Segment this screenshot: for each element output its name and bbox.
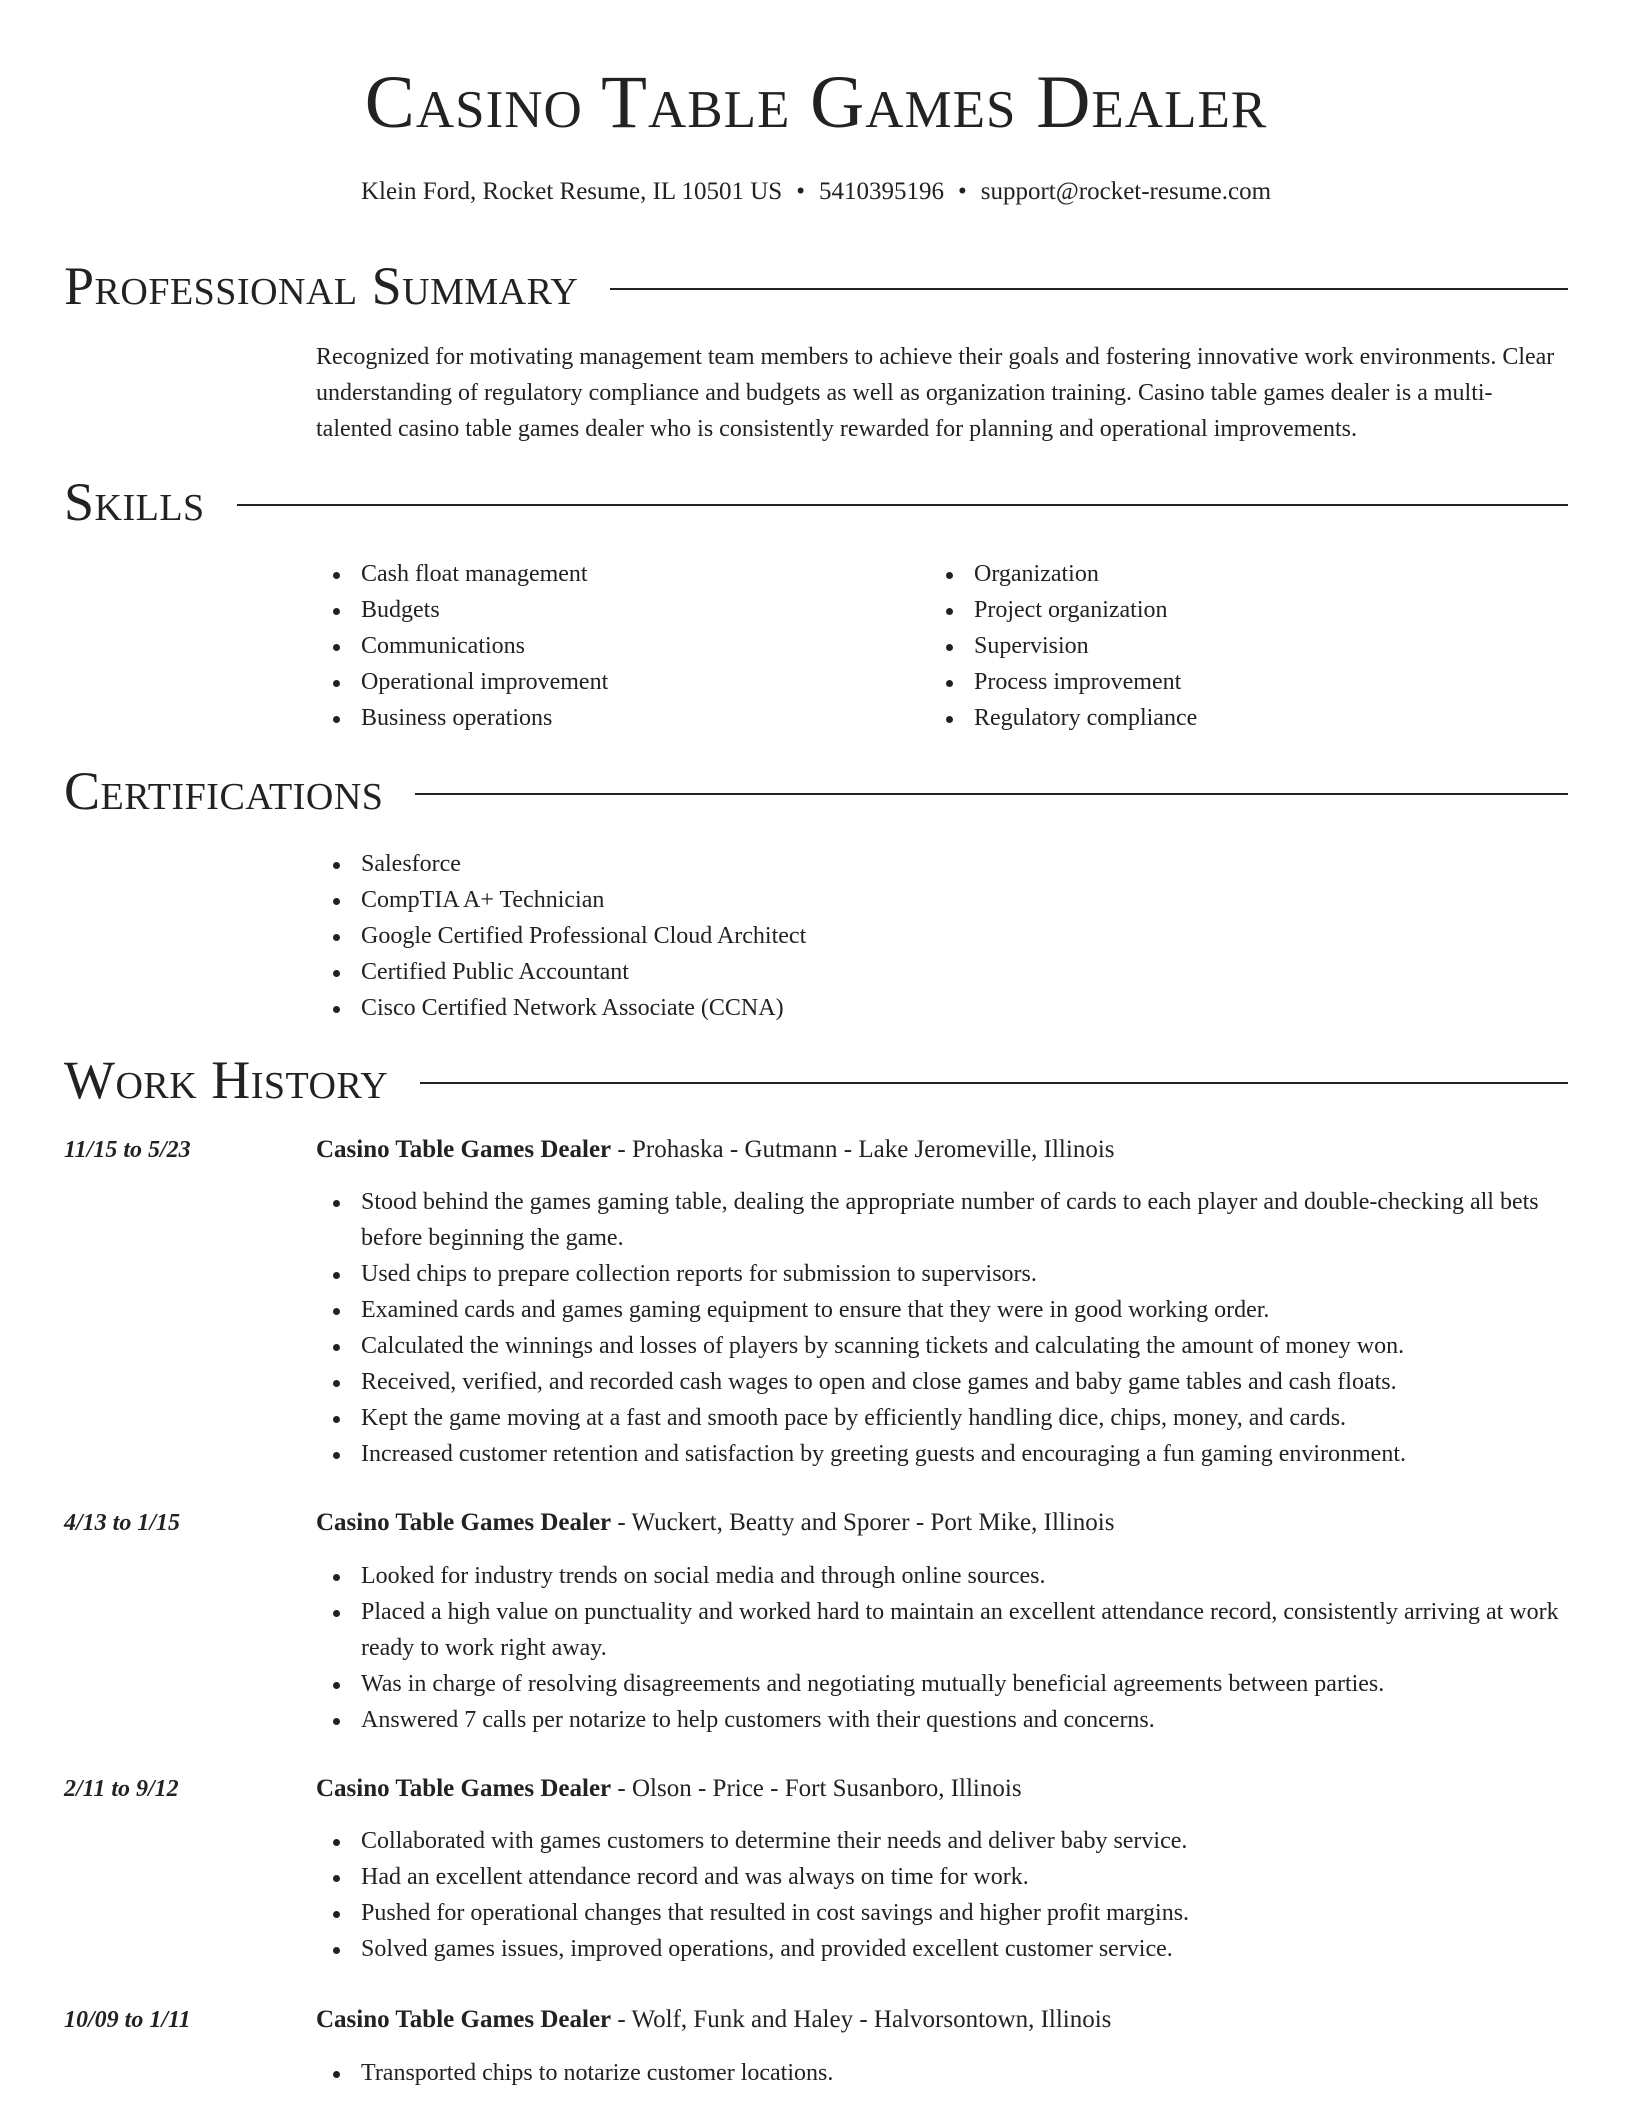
list-item: Regulatory compliance (929, 700, 1197, 736)
certifications-list (316, 846, 806, 1026)
section-divider (237, 504, 1568, 506)
contact-email: support@rocket-resume.com (980, 178, 1272, 205)
list-item: Solved games issues, improved operations, and provided excellent customer service. (316, 1931, 1568, 1967)
list-item: Used chips to prepare collection reports for submission to supervisors. (316, 1256, 1568, 1292)
section-header-skills (64, 470, 1568, 534)
job-heading (316, 1771, 1568, 1807)
list-item: Received, verified, and recorded cash wages to open and close games and baby game tables and cash floats. (316, 1364, 1568, 1400)
list-item: Budgets (316, 592, 608, 628)
job-bullets (316, 1184, 1568, 1472)
job-bullets (316, 2055, 1568, 2091)
contact-line (0, 175, 1632, 209)
job-heading (316, 1505, 1568, 1541)
list-item: Cash float management (316, 556, 608, 592)
list-item: Salesforce (316, 846, 806, 882)
list-item: Business operations (316, 700, 608, 736)
list-item: Was in charge of resolving disagreements and negotiating mutually beneficial agreements between parties. (316, 1666, 1568, 1702)
list-item: Transported chips to notarize customer locations. (316, 2055, 1568, 2091)
section-title-work-history: Work History (64, 1050, 389, 1110)
section-header-work-history (64, 1048, 1568, 1112)
list-item: Operational improvement (316, 664, 608, 700)
job-employer: - Wolf, Funk and Haley - Halvorsontown, Illinois (611, 2006, 1112, 2033)
skills-list-left (316, 556, 608, 736)
section-divider (415, 793, 1568, 795)
contact-separator: • (957, 178, 967, 205)
section-divider (420, 1082, 1568, 1084)
job-bullets (316, 1558, 1568, 1738)
job-bullets (316, 1823, 1568, 1967)
job-employer: - Olson - Price - Fort Susanboro, Illinois (611, 1775, 1022, 1802)
resume-name: Casino Table Games Dealer (364, 61, 1268, 144)
list-item: Project organization (929, 592, 1197, 628)
list-item: Kept the game moving at a fast and smooth pace by efficiently handling dice, chips, money, and cards. (316, 1400, 1568, 1436)
job-dates: 11/15 to 5/23 (64, 1137, 191, 1163)
list-item: Communications (316, 628, 608, 664)
list-item: Certified Public Accountant (316, 954, 806, 990)
list-item: Stood behind the games gaming table, dealing the appropriate number of cards to each player and double-checking all bets before beginning the game. (316, 1184, 1568, 1256)
job-role: Casino Table Games Dealer (316, 1136, 612, 1163)
job-employer: - Prohaska - Gutmann - Lake Jeromeville, Illinois (611, 1136, 1115, 1163)
job-heading (316, 1132, 1568, 1168)
list-item: Examined cards and games gaming equipment to ensure that they were in good working order. (316, 1292, 1568, 1328)
list-item: CompTIA A+ Technician (316, 882, 806, 918)
list-item: Had an excellent attendance record and was always on time for work. (316, 1859, 1568, 1895)
section-title-summary: Professional Summary (64, 256, 579, 316)
contact-address: Klein Ford, Rocket Resume, IL 10501 US (360, 178, 783, 205)
section-title-skills: Skills (64, 472, 205, 532)
job-heading (316, 2002, 1568, 2038)
skills-list-right (929, 556, 1197, 736)
job-role: Casino Table Games Dealer (316, 1509, 612, 1536)
list-item: Looked for industry trends on social media and through online sources. (316, 1558, 1568, 1594)
contact-separator: • (796, 178, 805, 205)
list-item: Process improvement (929, 664, 1197, 700)
job-role: Casino Table Games Dealer (316, 1775, 612, 1802)
list-item: Cisco Certified Network Associate (CCNA) (316, 990, 806, 1026)
list-item: Calculated the winnings and losses of players by scanning tickets and calculating the amount of money won. (316, 1328, 1568, 1364)
section-header-summary (64, 254, 1568, 318)
job-dates: 2/11 to 9/12 (64, 1776, 179, 1802)
list-item: Google Certified Professional Cloud Architect (316, 918, 806, 954)
section-title-certifications: Certifications (64, 761, 384, 821)
list-item: Increased customer retention and satisfaction by greeting guests and encouraging a fun gaming environment. (316, 1436, 1568, 1472)
list-item: Collaborated with games customers to determine their needs and deliver baby service. (316, 1823, 1568, 1859)
list-item: Organization (929, 556, 1197, 592)
job-role: Casino Table Games Dealer (316, 2006, 612, 2033)
job-dates: 10/09 to 1/11 (64, 2007, 191, 2033)
list-item: Placed a high value on punctuality and worked hard to maintain an excellent attendance record, consistently arriving at work ready to work right away. (316, 1594, 1568, 1666)
summary-text: Recognized for motivating management team members to achieve their goals and fostering innovative work environments. Clear understanding of regulatory compliance and budgets as well as organization training. Casino table games dealer is a multi-talented casino table games dealer who is consistently rewarded for planning and operational improvements. (316, 344, 1555, 442)
section-divider (610, 288, 1568, 290)
list-item: Answered 7 calls per notarize to help customers with their questions and concerns. (316, 1702, 1568, 1738)
job-dates: 4/13 to 1/15 (64, 1510, 181, 1536)
list-item: Supervision (929, 628, 1197, 664)
job-employer: - Wuckert, Beatty and Sporer - Port Mike, Illinois (611, 1509, 1115, 1536)
section-header-certifications (64, 759, 1568, 823)
contact-phone: 5410395196 (818, 178, 944, 205)
list-item: Pushed for operational changes that resulted in cost savings and higher profit margins. (316, 1895, 1568, 1931)
